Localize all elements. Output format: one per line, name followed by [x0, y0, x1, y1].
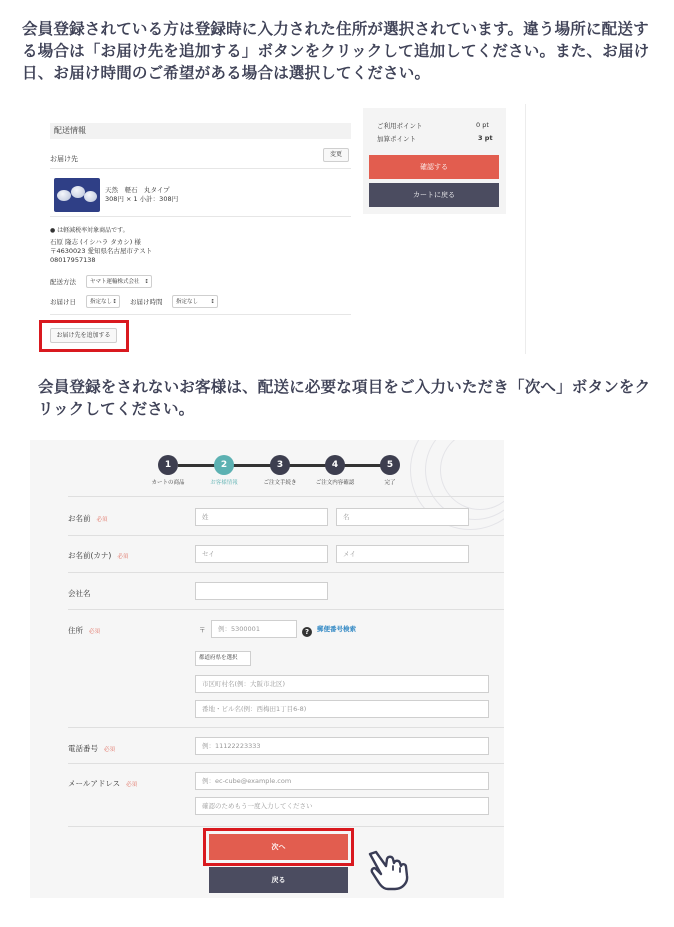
product-price: 308円 × 1 小計：308円	[105, 195, 179, 203]
divider	[50, 168, 351, 169]
postal-code-input[interactable]: 例：5300001	[211, 620, 297, 638]
highlight-box	[203, 828, 354, 866]
tax-note: ● は軽減税率対象商品です。	[50, 227, 129, 234]
back-to-cart-button[interactable]: カートに戻る	[369, 183, 499, 207]
added-points-value: 3 pt	[478, 134, 493, 142]
change-button[interactable]: 変更	[323, 148, 349, 162]
phone-label: 電話番号 必須	[68, 744, 116, 753]
confirm-button[interactable]: 確認する	[369, 155, 499, 179]
highlight-box	[39, 320, 129, 352]
last-kana-input[interactable]: セイ	[195, 545, 328, 563]
company-label: 会社名	[68, 589, 91, 598]
email-input[interactable]: 例：ec-cube@example.com	[195, 772, 489, 790]
divider	[50, 216, 351, 217]
shipping-section-title: 配送情報	[50, 123, 351, 139]
added-points-label: 加算ポイント	[377, 135, 416, 143]
address-label: 住所 必須	[68, 626, 101, 635]
guest-instructions: 会員登録をされないお客様は、配送に必要な項目をご入力いただき「次へ」ボタンをクリックしてください。	[38, 378, 651, 418]
pointing-hand-icon	[366, 846, 412, 892]
step-5-label: 完了	[384, 480, 396, 486]
help-icon[interactable]: ?	[302, 627, 312, 637]
email-confirm-input[interactable]: 確認のためもう一度入力してください	[195, 797, 489, 815]
first-name-input[interactable]: 名	[336, 508, 469, 526]
company-input[interactable]	[195, 582, 328, 600]
customer-name: 石原 隆志 (イシハラ タカシ) 様	[50, 238, 141, 246]
shipping-method-select[interactable]: ヤマト運輸株式会社 ↕	[86, 275, 152, 288]
customer-phone: 08017957138	[50, 256, 96, 264]
member-instructions: 会員登録されている方は登録時に入力された住所が選択されています。違う場所に配送する場合は「お届け先を追加する」ボタンをクリックして追加してください。また、お届け日、お届け時間のご希望がある場合は選択してください。	[22, 20, 650, 82]
customer-address: 〒4630023 愛知県名古屋市テスト	[50, 247, 153, 255]
shipping-screenshot	[30, 104, 526, 354]
product-image	[54, 178, 100, 212]
delivery-date-select[interactable]: 指定なし ↕	[86, 295, 120, 308]
postal-mark: 〒	[199, 626, 206, 634]
first-kana-input[interactable]: メイ	[336, 545, 469, 563]
add-destination-button[interactable]: お届け先を追加する	[50, 328, 117, 343]
city-input[interactable]: 市区町村名(例：大阪市北区)	[195, 675, 489, 693]
back-button[interactable]: 戻る	[209, 867, 348, 893]
step-2-circle: 2	[214, 455, 234, 475]
divider	[68, 535, 504, 536]
delivery-date-label: お届け日	[50, 298, 76, 306]
step-1-label: カートの商品	[151, 480, 185, 486]
used-points-value: 0 pt	[476, 121, 489, 129]
kana-label: お名前(カナ) 必須	[68, 551, 129, 560]
divider	[50, 314, 351, 315]
divider	[68, 826, 504, 827]
email-label: メールアドレス 必須	[68, 779, 138, 788]
divider	[68, 572, 504, 573]
customer-form-screenshot	[30, 440, 504, 898]
divider	[68, 496, 504, 497]
prefecture-select[interactable]: 都道府県を選択	[195, 651, 251, 666]
phone-input[interactable]: 例：11122223333	[195, 737, 489, 755]
delivery-time-label: お届け時間	[130, 298, 163, 306]
step-2-label: お客様情報	[210, 480, 238, 486]
step-3-circle: 3	[270, 455, 290, 475]
used-points-label: ご利用ポイント	[377, 122, 423, 130]
zip-search-link[interactable]: 郵便番号検索	[317, 625, 356, 633]
divider	[68, 763, 504, 764]
step-4-label: ご注文内容確認	[315, 480, 355, 486]
next-button[interactable]: 次へ	[209, 834, 348, 860]
divider	[68, 727, 504, 728]
destination-label: お届け先	[50, 155, 78, 163]
step-3-label: ご注文手続き	[263, 480, 297, 486]
delivery-time-select[interactable]: 指定なし ↕	[172, 295, 218, 308]
step-1-circle: 1	[158, 455, 178, 475]
last-name-input[interactable]: 姓	[195, 508, 328, 526]
name-label: お名前 必須	[68, 514, 108, 523]
street-input[interactable]: 番地・ビル名(例：西梅田1丁目6-8)	[195, 700, 489, 718]
shipping-method-label: 配送方法	[50, 278, 76, 286]
step-4-circle: 4	[325, 455, 345, 475]
product-name: 天然 軽石 丸タイプ	[105, 186, 170, 194]
step-5-circle: 5	[380, 455, 400, 475]
divider	[68, 609, 504, 610]
